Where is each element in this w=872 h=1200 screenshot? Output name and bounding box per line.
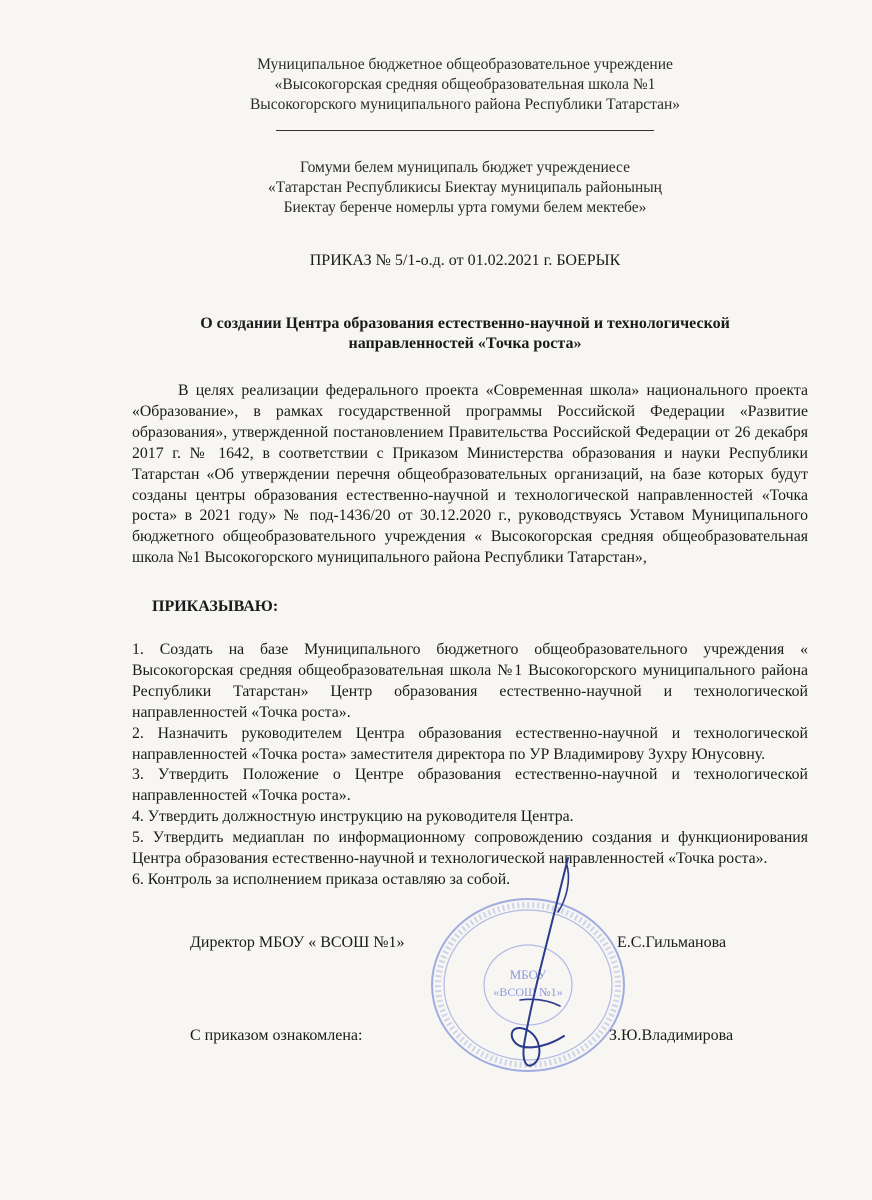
order-items bbox=[132, 640, 808, 891]
order-number: ПРИКАЗ № 5/1-о.д. от 01.02.2021 г. БОЕРЫК bbox=[309, 252, 621, 269]
order-item: 5. Утвердить медиаплан по информационному сопровождению создания и функционирования Центра образования естественно-научной и технологической направленностей «Точка роста». bbox=[132, 829, 808, 868]
director-signature bbox=[480, 850, 600, 1090]
seal-text: «ВСОШ №1» bbox=[493, 985, 563, 999]
header-ru-line: Муниципальное бюджетное общеобразовательное учреждение bbox=[257, 56, 673, 73]
header-tt-line: Гомуми белем муниципаль бюджет учреждениесе bbox=[299, 159, 631, 176]
director-role: Директор МБОУ « ВСОШ №1» bbox=[190, 934, 405, 951]
acknowledgement-name: З.Ю.Владимирова bbox=[609, 1027, 734, 1044]
order-item: 6. Контроль за исполнением приказа оставляю за собой. bbox=[132, 870, 511, 888]
order-item: 3. Утвердить Положение о Центре образования естественно-научной и технологической направленностей «Точка роста». bbox=[132, 766, 808, 805]
preamble-paragraph: В целях реализации федерального проекта «Современная школа» национального проекта «Образование», в рамках государственной программы Российской Федерации «Развитие образования», утвержденной постановлением Правительства Российской Федерации от 26 декабря 2017 г. № 1642, в соответствии с Приказом Министерства образования и науки Республики Татарстан «Об утверждении перечня общеобразовательных организаций, на базе которых будут созданы центры образования естественно-научной и технологической направленностей «Точка роста» в 2021 году» № под-1436/20 от 30.12.2020 г., руководствуясь Уставом Муниципального бюджетного общеобразовательного учреждения « Высокогорская средняя общеобразовательная школа №1 Высокогорского муниципального района Республики Татарстан», bbox=[132, 382, 808, 567]
document-title bbox=[150, 314, 780, 354]
header-ru-line: Высокогорского муниципального района Республики Татарстан» bbox=[249, 96, 681, 113]
header-tt-line: «Татарстан Республикисы Биектау муниципаль районының bbox=[268, 179, 662, 196]
director-name: Е.С.Гильманова bbox=[617, 934, 727, 951]
order-item: 2. Назначить руководителем Центра образования естественно-научной и технологической направленностей «Точка роста» заместителя директора по УР Владимирову Зухру Юнусовну. bbox=[132, 724, 808, 763]
header-tt-line: Биектау беренче номерлы урта гомуми белем мектебе» bbox=[283, 199, 647, 216]
header-ru-line: «Высокогорская средняя общеобразовательная школа №1 bbox=[274, 76, 656, 93]
title-line: О создании Центра образования естественно-научной и технологической bbox=[200, 315, 730, 332]
title-line: направленностей «Точка роста» bbox=[348, 335, 582, 352]
acknowledgement-label: С приказом ознакомлена: bbox=[190, 1027, 363, 1044]
header-tatar bbox=[160, 158, 770, 218]
order-item: 1. Создать на базе Муниципального бюджетного общеобразовательного учреждения « Высокогорская средняя общеобразовательная школа №1 Высокогорского муниципального района Республики Татарстан» Центр образования естественно-научной и технологической направленностей «Точка роста». bbox=[132, 641, 808, 721]
seal-text: МБОУ bbox=[509, 967, 547, 982]
header-divider bbox=[276, 130, 654, 131]
header-russian bbox=[160, 55, 770, 115]
prikazyvayu-heading: ПРИКАЗЫВАЮ: bbox=[152, 598, 279, 615]
order-item: 4. Утвердить должностную инструкцию на руководителя Центра. bbox=[132, 808, 574, 826]
